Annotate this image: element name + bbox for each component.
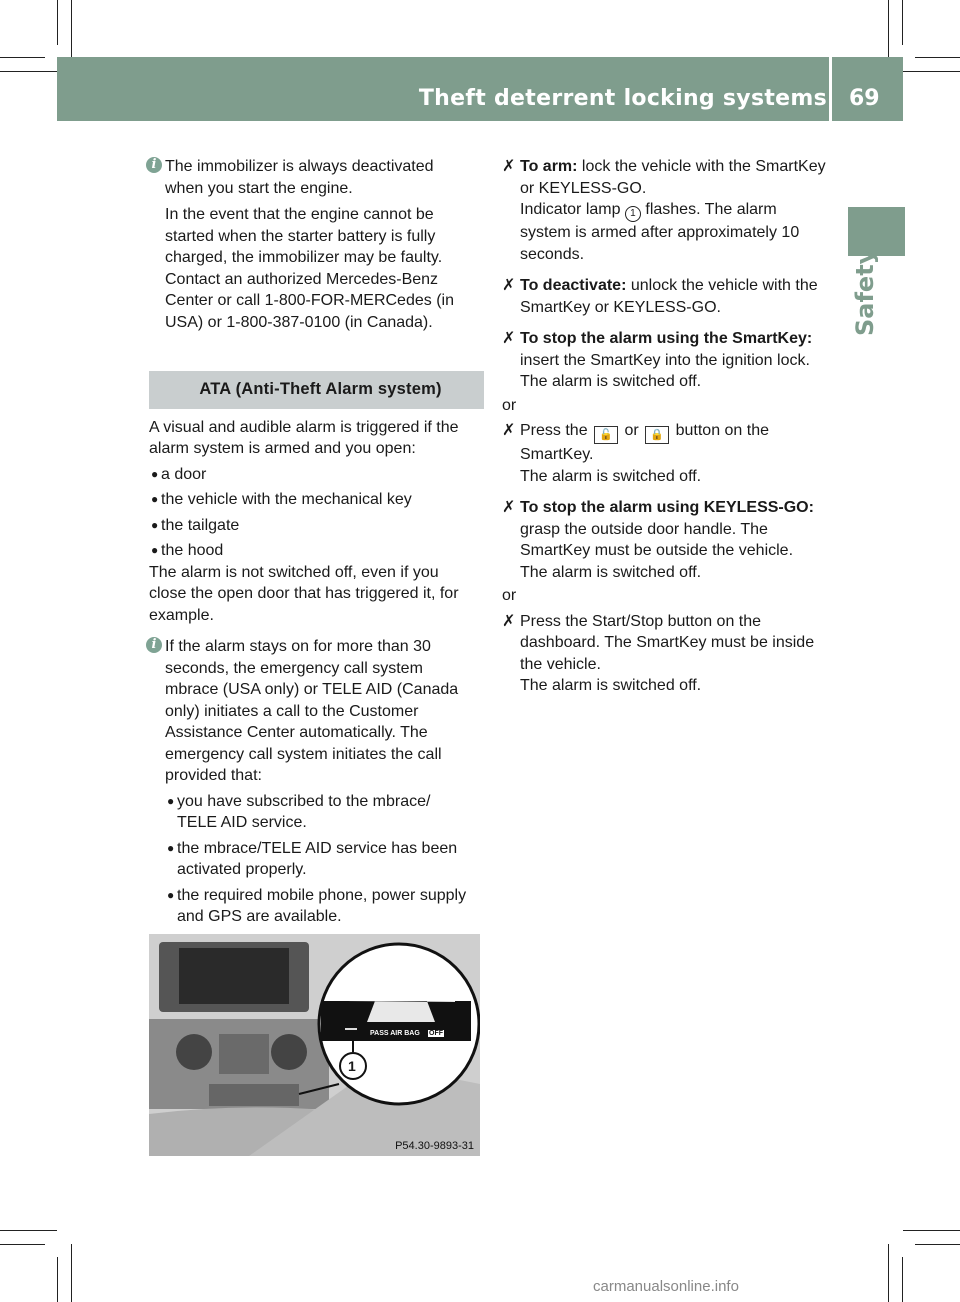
text-line: activated properly.: [177, 861, 307, 878]
crop-mark: [57, 1257, 58, 1302]
crop-mark: [0, 57, 45, 58]
crop-mark: [71, 1244, 72, 1302]
text-line: alarm system is armed and you open:: [149, 440, 416, 457]
left-column: [149, 156, 484, 928]
info-note-immobilizer: [149, 156, 484, 333]
step-marker-icon: ✗: [502, 499, 516, 516]
right-column: [502, 156, 837, 697]
text-line: Center or call 1-800-FOR-MERCedes (in: [165, 292, 454, 309]
text-line: and GPS are available.: [177, 908, 342, 925]
step-marker-icon: ✗: [502, 330, 516, 347]
lock-button-icon: 🔒: [645, 426, 669, 444]
side-tab-label: Safety: [851, 248, 879, 336]
watermark-link[interactable]: carmanualsonline.info: [593, 1278, 739, 1295]
text-line: the hood: [161, 542, 224, 559]
crop-mark: [902, 1257, 903, 1302]
text-line: or KEYLESS-GO.: [520, 179, 647, 197]
list-item: ● the required mobile phone, power supply and GPS are available.: [165, 885, 484, 928]
text-line: SmartKey must be outside the vehicle.: [520, 542, 794, 559]
text-line: started when the starter battery is fully: [165, 227, 436, 245]
step-start-stop: [502, 611, 837, 697]
header-divider: [829, 57, 832, 121]
panel-label: PASS AIR BAG: [370, 1030, 420, 1037]
text-line: TELE AID service.: [177, 814, 307, 831]
dashboard-figure: [149, 934, 480, 1156]
step-stop-keylessgo: [502, 497, 837, 583]
list-item: ● a door: [151, 465, 207, 483]
info-icon: i: [146, 157, 162, 173]
text-line: the required mobile phone, power supply: [177, 886, 467, 904]
crop-mark: [0, 1230, 57, 1231]
info-icon: i: [146, 637, 162, 653]
crop-mark: [57, 0, 58, 45]
text-line: The alarm is not switched off, even if you: [149, 563, 439, 581]
list-item: ● the tailgate: [151, 516, 240, 534]
info-note-emergency: [149, 636, 484, 928]
step-marker-icon: ✗: [502, 158, 516, 175]
text-line: Contact an authorized Mercedes-Benz: [165, 270, 439, 288]
text-line: In the event that the engine cannot be: [165, 206, 434, 223]
crop-mark: [888, 0, 889, 57]
text-line: mbrace (USA only) or TELE AID (Canada: [165, 681, 459, 698]
step-press-button: [502, 420, 837, 487]
panel-off-label: OFF: [429, 1030, 443, 1037]
text-line: the mbrace/TELE AID service has been: [177, 839, 458, 857]
crop-mark: [903, 1230, 960, 1231]
text-line: the vehicle.: [520, 655, 601, 673]
text-line: If the alarm stays on for more than 30: [165, 638, 431, 655]
text-line: close the open door that has triggered it, for: [149, 585, 459, 602]
text-line: unlock the vehicle with the: [626, 277, 818, 294]
crop-mark: [0, 71, 57, 72]
text-line: when you start the engine.: [165, 179, 353, 197]
text-line: or: [620, 422, 644, 439]
text-line: you have subscribed to the mbrace/: [177, 792, 431, 810]
text-line: SmartKey.: [520, 446, 594, 463]
text-line: Assistance Center automatically. The: [165, 724, 428, 741]
text-line: The immobilizer is always deactivated: [165, 158, 434, 175]
text-line: the tailgate: [161, 516, 240, 534]
text-line: seconds, the emergency call system: [165, 659, 423, 677]
text-line: example.: [149, 606, 214, 624]
text-line: lock the vehicle with the SmartKey: [577, 158, 826, 175]
crop-mark: [915, 1244, 960, 1245]
text-line: seconds.: [520, 245, 585, 263]
unlock-button-icon: 🔓: [594, 426, 618, 444]
text-line: only) initiates a call to the Customer: [165, 702, 419, 720]
text-line: a door: [161, 465, 207, 483]
text-line: system is armed after approximately 10: [520, 224, 800, 241]
section-heading: ATA (Anti-Theft Alarm system): [149, 371, 484, 409]
text-line: the vehicle with the mechanical key: [161, 491, 412, 508]
crop-mark: [902, 0, 903, 45]
text-line: Indicator lamp: [520, 201, 625, 218]
crop-mark: [71, 0, 72, 57]
step-stop-smartkey: [502, 328, 837, 393]
text-line: emergency call system initiates the call: [165, 745, 442, 763]
text-line: The alarm is switched off.: [520, 373, 702, 390]
callout-number: 1: [348, 1058, 356, 1074]
text-line: Press the: [520, 422, 593, 439]
running-header-title: Theft deterrent locking systems: [418, 86, 827, 111]
step-marker-icon: ✗: [502, 422, 516, 439]
step-label: To stop the alarm using the SmartKey:: [520, 330, 813, 347]
text-line: flashes. The alarm: [640, 201, 777, 218]
step-arm: [502, 156, 837, 265]
text-line: SmartKey or KEYLESS-GO.: [520, 298, 721, 316]
text-line: The alarm is switched off.: [520, 677, 702, 694]
text-line: button on the: [671, 422, 770, 439]
list-item: ● the vehicle with the mechanical key: [151, 491, 412, 508]
or-separator: or: [502, 396, 517, 414]
step-label: To stop the alarm using KEYLESS-GO:: [520, 499, 814, 516]
crop-mark: [915, 57, 960, 58]
text-line: charged, the immobilizer may be faulty.: [165, 249, 443, 266]
crop-mark: [903, 71, 960, 72]
text-line: Press the Start/Stop button on the: [520, 612, 762, 630]
figure-caption: P54.30-9893-31: [395, 1140, 474, 1152]
text-line: insert the SmartKey into the ignition lock.: [520, 351, 810, 369]
step-marker-icon: ✗: [502, 612, 516, 630]
step-label: To arm:: [520, 158, 578, 175]
list-item: ● the mbrace/TELE AID service has been activated properly.: [165, 838, 484, 881]
callout-1-icon: 1: [625, 206, 641, 222]
crop-mark: [888, 1244, 889, 1302]
text-line: A visual and audible alarm is triggered if the: [149, 418, 459, 436]
dashboard-illustration: [149, 934, 480, 1156]
text-line: USA) or 1-800-387-0100 (in Canada).: [165, 313, 433, 331]
crop-mark: [0, 1244, 45, 1245]
text-line: The alarm is switched off.: [520, 467, 702, 485]
step-label: To deactivate:: [520, 277, 627, 294]
text-line: grasp the outside door handle. The: [520, 520, 768, 538]
step-deactivate: [502, 275, 837, 318]
list-item: ● you have subscribed to the mbrace/ TELE AID service.: [165, 791, 484, 834]
step-marker-icon: ✗: [502, 277, 516, 294]
text-line: dashboard. The SmartKey must be inside: [520, 634, 815, 651]
list-item: ● the hood: [151, 542, 224, 559]
text-line: The alarm is switched off.: [520, 563, 702, 581]
page-number: 69: [849, 86, 880, 111]
text-line: provided that:: [165, 767, 262, 784]
or-separator: or: [502, 587, 517, 604]
